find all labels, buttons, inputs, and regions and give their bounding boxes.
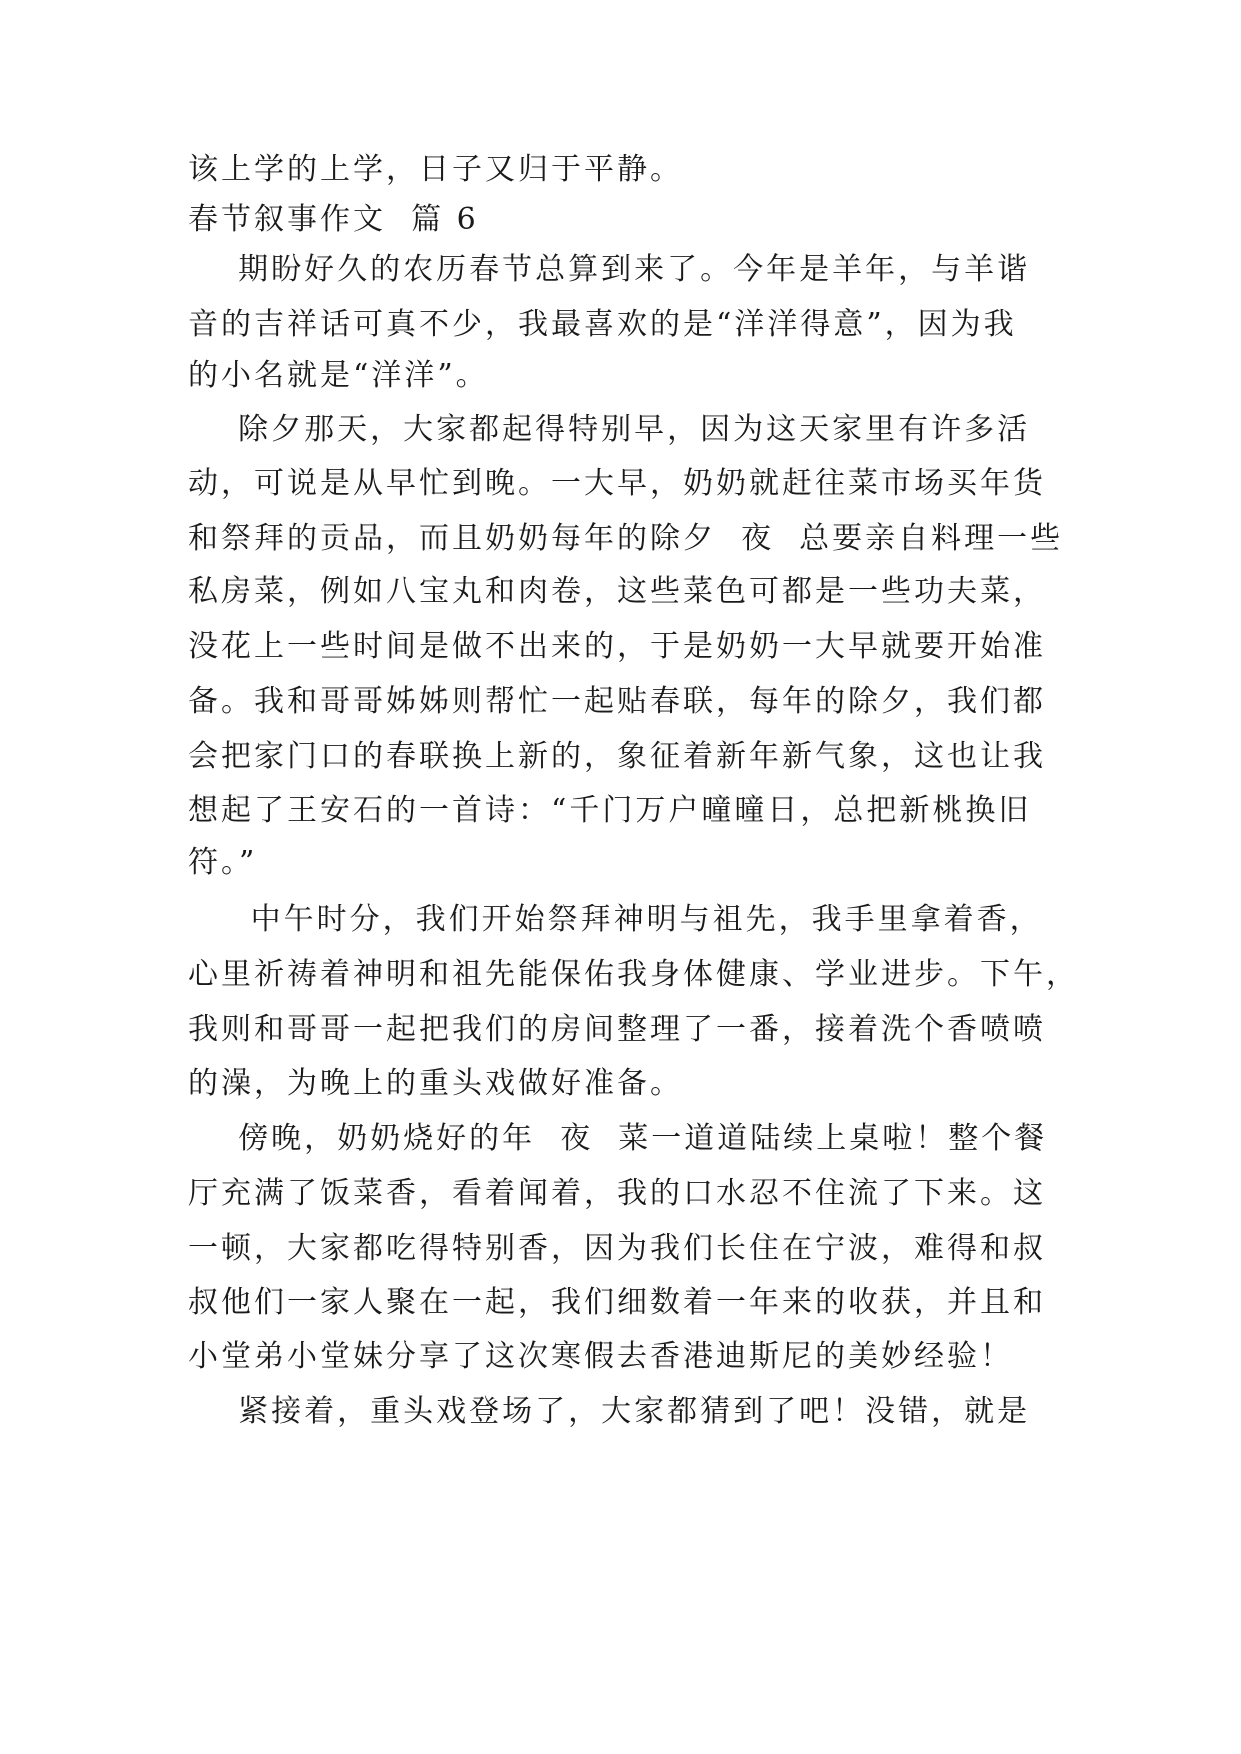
text-line: 傍晚，奶奶烧好的年 夜 菜一道道陆续上桌啦！整个餐 [188, 1121, 1048, 1156]
text-line: 我则和哥哥一起把我们的房间整理了一番，接着洗个香喷喷 [188, 1012, 1046, 1047]
text-line: 除夕那天，大家都起得特别早，因为这天家里有许多活 [188, 412, 1031, 447]
text-line: 期盼好久的农历春节总算到来了。今年是羊年，与羊谐 [188, 252, 1031, 287]
article-heading: 春节叙事作文 篇 6 [188, 202, 479, 237]
text-line: 动，可说是从早忙到晚。一大早，奶奶就赶往菜市场买年货 [188, 466, 1046, 501]
text-line: 私房菜，例如八宝丸和肉卷，这些菜色可都是一些功夫菜， [188, 574, 1046, 609]
text-line: 中午时分，我们开始祭拜神明与祖先，我手里拿着香， [188, 902, 1043, 937]
text-line: 一顿，大家都吃得特别香，因为我们长住在宁波，难得和叔 [188, 1231, 1046, 1266]
text-line: 音的吉祥话可真不少，我最喜欢的是“洋洋得意”，因为我 [188, 307, 1017, 342]
text-line: 该上学的上学，日子又归于平静。 [188, 152, 683, 187]
text-line: 的澡，为晚上的重头戏做好准备。 [188, 1066, 683, 1101]
text-line: 厅充满了饭菜香，看着闻着，我的口水忍不住流了下来。这 [188, 1176, 1046, 1211]
text-line: 心里祈祷着神明和祖先能保佑我身体健康、学业进步。下午， [188, 957, 1079, 992]
text-line: 没花上一些时间是做不出来的，于是奶奶一大早就要开始准 [188, 629, 1046, 664]
text-line: 符。” [188, 845, 258, 880]
text-line: 会把家门口的春联换上新的，象征着新年新气象，这也让我 [188, 739, 1046, 774]
text-line: 的小名就是“洋洋”。 [188, 358, 489, 393]
text-line: 紧接着，重头戏登场了，大家都猜到了吧！没错，就是 [188, 1394, 1031, 1429]
text-line: 备。我和哥哥姊姊则帮忙一起贴春联，每年的除夕，我们都 [188, 684, 1046, 719]
text-line: 想起了王安石的一首诗：“千门万户曈曈日，总把新桃换旧 [188, 793, 1032, 828]
text-line: 小堂弟小堂妹分享了这次寒假去香港迪斯尼的美妙经验！ [188, 1339, 1013, 1374]
text-line: 和祭拜的贡品，而且奶奶每年的除夕 夜 总要亲自料理一些 [188, 521, 1064, 556]
text-line: 叔他们一家人聚在一起，我们细数着一年来的收获，并且和 [188, 1285, 1046, 1320]
